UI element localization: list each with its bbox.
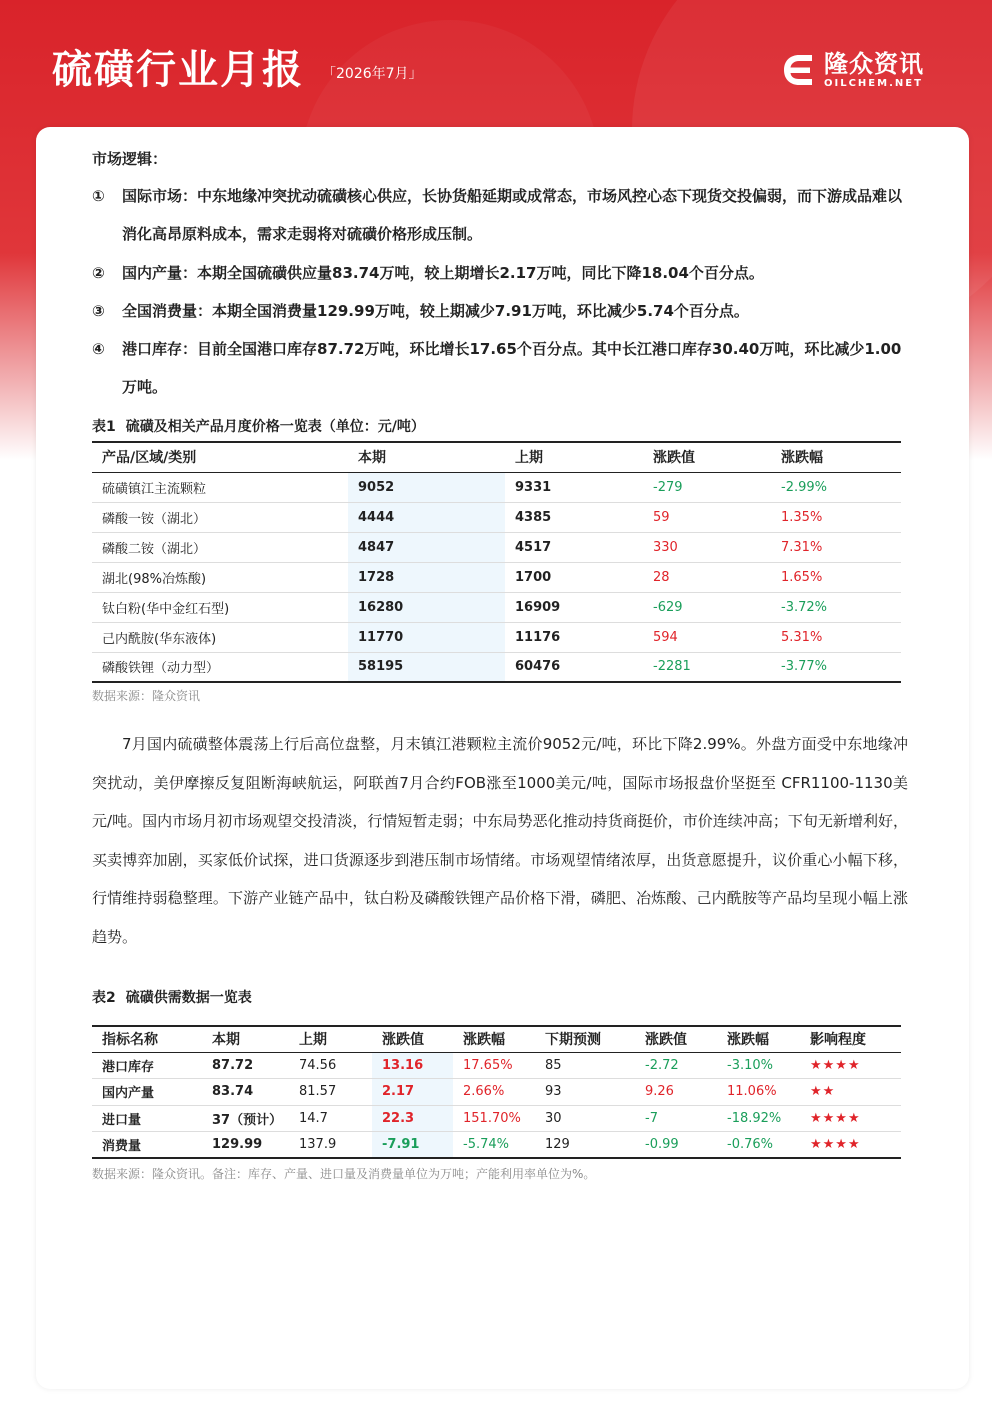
previous-value: 9331 [505,472,643,502]
change-value: 59 [643,502,771,532]
logic-text: 国际市场：中东地缘冲突扰动硫磺核心供应，长协货船延期或成常态，市场风控心态下现货交投偏弱，而下游成品难以消化高昂原料成本，需求走弱将对硫磺价格形成压制。 [122,187,903,243]
column-header: 影响程度 [800,1026,901,1052]
forecast-change-percent: -3.10% [717,1052,800,1079]
logo-e-icon [780,52,816,88]
impact-rating: ★★ [800,1079,901,1106]
table2-number: 表2 [92,990,116,1006]
table2-source: 数据来源：隆众资讯。备注：库存、产量、进口量及消费量单位为万吨；产能利用率单位为%。 [92,1167,596,1181]
table-header-row [92,442,901,472]
table1-caption [92,417,435,437]
logic-number: ① [92,187,105,205]
change-percent: 1.65% [771,562,901,592]
change-value: -2281 [643,652,771,682]
table-row [92,652,901,682]
table-row [92,1079,901,1106]
previous-value: 4517 [505,532,643,562]
current-value: 16280 [348,592,505,622]
logic-text: 国内产量：本期全国硫磺供应量83.74万吨，较上期增长2.17万吨，同比下降18.04个百分点。 [122,264,764,282]
current-value: 37（预计） [202,1105,289,1132]
column-header: 上期 [289,1026,372,1052]
current-value: 83.74 [202,1079,289,1106]
previous-value: 16909 [505,592,643,622]
previous-value: 1700 [505,562,643,592]
column-header: 本期 [202,1026,289,1052]
column-header: 产品/区域/类别 [92,442,348,472]
forecast-change-percent: -0.76% [717,1132,800,1159]
forecast-change-percent: 11.06% [717,1079,800,1106]
product-name: 己内酰胺(华东液体) [92,622,348,652]
previous-value: 60476 [505,652,643,682]
current-value: 1728 [348,562,505,592]
table-row [92,622,901,652]
market-summary-paragraph [92,725,908,956]
logic-text: 全国消费量：本期全国消费量129.99万吨，较上期减少7.91万吨，环比减少5.74个百分点。 [122,302,749,320]
forecast-change-value: -2.72 [635,1052,717,1079]
current-value: 87.72 [202,1052,289,1079]
table1-title: 硫磺及相关产品月度价格一览表（单位：元/吨） [125,419,425,435]
change-value: 28 [643,562,771,592]
product-name: 磷酸一铵（湖北） [92,502,348,532]
product-name: 磷酸铁锂（动力型） [92,652,348,682]
column-header: 涨跌幅 [771,442,901,472]
change-percent: 151.70% [453,1105,535,1132]
current-value: 129.99 [202,1132,289,1159]
table-row [92,1052,901,1079]
change-percent: -3.77% [771,652,901,682]
column-header: 涨跌值 [372,1026,453,1052]
logo-chinese-name: 隆众资讯 [824,50,924,78]
current-value: 58195 [348,652,505,682]
column-header: 涨跌值 [635,1026,717,1052]
impact-rating: ★★★★ [800,1105,901,1132]
table2-caption [92,988,262,1008]
forecast-change-value: -0.99 [635,1132,717,1159]
table-row [92,472,901,502]
change-percent: 17.65% [453,1052,535,1079]
change-percent: 7.31% [771,532,901,562]
column-header: 本期 [348,442,505,472]
product-name: 磷酸二铵（湖北） [92,532,348,562]
indicator-name: 进口量 [92,1105,202,1132]
forecast-value: 85 [535,1052,635,1079]
change-value: 22.3 [372,1105,453,1132]
logic-number: ② [92,264,105,282]
impact-rating: ★★★★ [800,1052,901,1079]
previous-value: 4385 [505,502,643,532]
previous-value: 74.56 [289,1052,372,1079]
table-row [92,562,901,592]
report-date: 「2026年7月」 [322,66,423,82]
table-row [92,1132,901,1159]
previous-value: 81.57 [289,1079,372,1106]
change-value: -7.91 [372,1132,453,1159]
current-value: 4847 [348,532,505,562]
change-value: 13.16 [372,1052,453,1079]
table-row [92,532,901,562]
indicator-name: 港口库存 [92,1052,202,1079]
change-percent: -2.99% [771,472,901,502]
change-value: 330 [643,532,771,562]
paragraph-text: 7月国内硫磺整体震荡上行后高位盘整，月末镇江港颗粒主流价9052元/吨，环比下降2.99%。外盘方面受中东地缘冲突扰动，美伊摩擦反复阻断海峡航运，阿联酋7月合约FOB涨至1000美元/吨，国际市场报盘价坚挺至 CFR1100-1130美元/吨。国内市场月初市场观望交投清淡，行情短暂走弱；中东局势恶化推动持货商挺价，市价连续冲高；下旬无新增利好，买卖博弈加剧，买家低价试探，进口货源逐步到港压制市场情绪。市场观望情绪浓厚，出货意愿提升，议价重心小幅下移，行情维持弱稳整理。下游产业链产品中，钛白粉及磷酸铁锂产品价格下滑，磷肥、冶炼酸、己内酰胺等产品均呈现小幅上涨趋势。 [92,735,908,946]
logo-english-name: OILCHEM.NET [824,78,923,89]
product-name: 硫磺镇江主流颗粒 [92,472,348,502]
column-header: 指标名称 [92,1026,202,1052]
current-value: 9052 [348,472,505,502]
oilchem-logo [780,50,950,92]
report-header [0,0,992,125]
column-header: 上期 [505,442,643,472]
table-row [92,1105,901,1132]
table-row [92,502,901,532]
product-name: 钛白粉(华中金红石型) [92,592,348,622]
change-percent: 1.35% [771,502,901,532]
change-percent: 2.66% [453,1079,535,1106]
previous-value: 137.9 [289,1132,372,1159]
report-title: 硫磺行业月报 [52,47,304,93]
logic-number: ④ [92,340,105,358]
table2-title: 硫磺供需数据一览表 [125,990,252,1006]
change-value: -279 [643,472,771,502]
impact-rating: ★★★★ [800,1132,901,1159]
previous-value: 11176 [505,622,643,652]
forecast-value: 30 [535,1105,635,1132]
forecast-change-value: 9.26 [635,1079,717,1106]
indicator-name: 消费量 [92,1132,202,1159]
table-header-row [92,1026,901,1052]
change-value: 2.17 [372,1079,453,1106]
previous-value: 14.7 [289,1105,372,1132]
forecast-value: 129 [535,1132,635,1159]
logic-number: ③ [92,302,105,320]
column-header: 涨跌值 [643,442,771,472]
change-value: 594 [643,622,771,652]
price-table [92,441,901,683]
column-header: 涨跌幅 [717,1026,800,1052]
forecast-change-value: -7 [635,1105,717,1132]
change-percent: -5.74% [453,1132,535,1159]
table1-number: 表1 [92,419,116,435]
market-logic-title: 市场逻辑： [92,150,168,168]
current-value: 4444 [348,502,505,532]
current-value: 11770 [348,622,505,652]
supply-demand-table [92,1025,901,1159]
logic-text: 港口库存：目前全国港口库存87.72万吨，环比增长17.65个百分点。其中长江港口库存30.40万吨，环比减少1.00万吨。 [122,340,902,396]
column-header: 下期预测 [535,1026,635,1052]
indicator-name: 国内产量 [92,1079,202,1106]
change-value: -629 [643,592,771,622]
table1-source: 数据来源：隆众资讯 [92,689,201,703]
column-header: 涨跌幅 [453,1026,535,1052]
forecast-change-percent: -18.92% [717,1105,800,1132]
forecast-value: 93 [535,1079,635,1106]
change-percent: 5.31% [771,622,901,652]
product-name: 湖北(98%冶炼酸) [92,562,348,592]
table-row [92,592,901,622]
change-percent: -3.72% [771,592,901,622]
